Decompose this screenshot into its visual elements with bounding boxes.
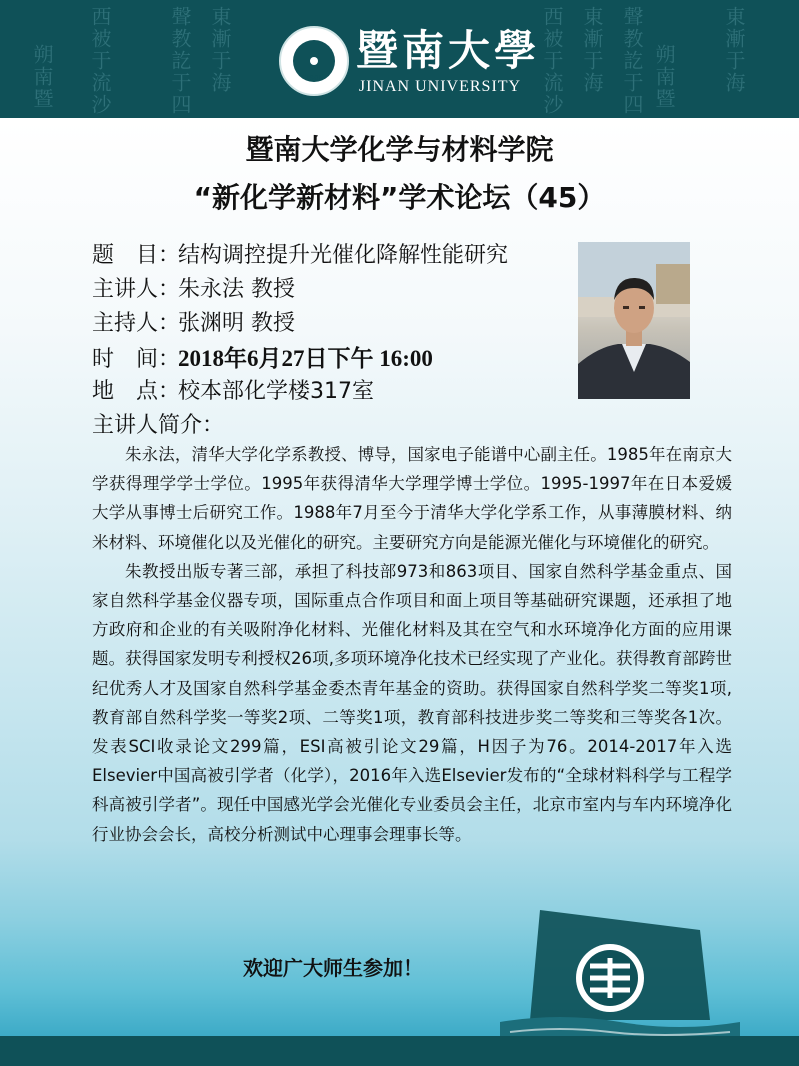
place-label: 地 点： xyxy=(92,379,181,404)
decorative-calligraphy: 朔南暨 xyxy=(30,44,54,110)
decorative-calligraphy: 東漸于海 xyxy=(580,6,604,94)
logo-emblem-dot xyxy=(310,57,318,65)
speaker-portrait-icon xyxy=(578,242,690,399)
bio-paragraph: 朱教授出版专著三部，承担了科技部973和863项目、国家自然科学基金重点、国家自然科学基金仪器专项，国际重点合作项目和面上项目等基础研究课题，还承担了地方政府和企业的有关吸附净化材料、光催化材料及其在空气和水环境净化方面的应用课题。获得国家发明专利授权26项,多项环境净化技术已经实现了产业化。获得教育部跨世纪优秀人才及国家自然科学基金委杰青年基金的资助。获得国家自然科学奖二等奖1项, 教育部自然科学奖一等奖2项、二等奖1项，教育部科技进步奖二等奖和三等奖各1次。发表SCI收录论文299篇，ESI高被引论文29篇，H因子为76。2014-2017年入选Elsevier中国高被引学者（化学），2016年入选Elsevier发布的“全球材料科学与工程学科高被引学者”。现任中国感光学会光催化专业委员会主任，北京市室内与车内环境净化行业协会会长，高校分析测试中心理事会理事长等。 xyxy=(92,561,732,844)
poster-title: 暨南大学化学与材料学院 xyxy=(245,133,554,166)
decorative-calligraphy: 聲教訖于四 xyxy=(620,6,644,116)
decorative-calligraphy: 西被于流沙 xyxy=(88,6,112,116)
bio-paragraph: 朱永法，清华大学化学系教授、博导，国家电子能谱中心副主任。1985年在南京大学获得理学学士学位。1995年获得清华大学理学博士学位。1995-1997年在日本爱媛大学从事博士后研究工作。1988年7月至今于清华大学化学系工作，从事薄膜材料、纳米材料、环境催化以及光催化的研究。主要研究方向是能源光催化与环境催化的研究。 xyxy=(92,445,732,552)
forum-title: “新化学新材料”学术论坛（45） xyxy=(193,181,606,214)
speaker-bio xyxy=(92,440,732,849)
time-label: 时 间： xyxy=(92,347,181,372)
speaker-value: 朱永法 教授 xyxy=(178,277,295,302)
decorative-calligraphy: 西被于流沙 xyxy=(540,6,564,116)
topic-label: 题 目： xyxy=(92,243,181,268)
place-row xyxy=(92,374,374,405)
topic-value: 结构调控提升光催化降解性能研究 xyxy=(178,243,509,268)
speaker-row xyxy=(92,272,295,303)
decorative-calligraphy: 東漸于海 xyxy=(208,6,232,94)
topic-row xyxy=(92,238,508,269)
decorative-calligraphy: 朔南暨 xyxy=(652,44,676,110)
speaker-label: 主讲人： xyxy=(92,277,181,302)
host-label: 主持人： xyxy=(92,311,181,336)
sailboat-logo-icon xyxy=(500,900,740,1050)
welcome-message: 欢迎广大师生参加！ xyxy=(243,956,423,980)
top-banner xyxy=(0,0,799,118)
host-value: 张渊明 教授 xyxy=(178,311,295,336)
time-value: 2018年6月27日下午 16:00 xyxy=(178,346,433,371)
place-value: 校本部化学楼317室 xyxy=(178,379,374,404)
bottom-bar xyxy=(0,1036,799,1066)
decorative-calligraphy: 東漸于海 xyxy=(722,6,746,94)
speaker-photo xyxy=(578,242,690,399)
bio-heading: 主讲人简介： xyxy=(92,413,225,438)
host-row xyxy=(92,306,295,337)
university-name-cn: 暨南大學 xyxy=(356,26,541,75)
university-logo xyxy=(279,26,349,96)
logo-year: 1906 xyxy=(305,74,323,82)
decorative-calligraphy: 聲教訖于四 xyxy=(168,6,192,116)
university-name-en: JINAN UNIVERSITY xyxy=(358,78,522,95)
time-row xyxy=(92,340,433,373)
